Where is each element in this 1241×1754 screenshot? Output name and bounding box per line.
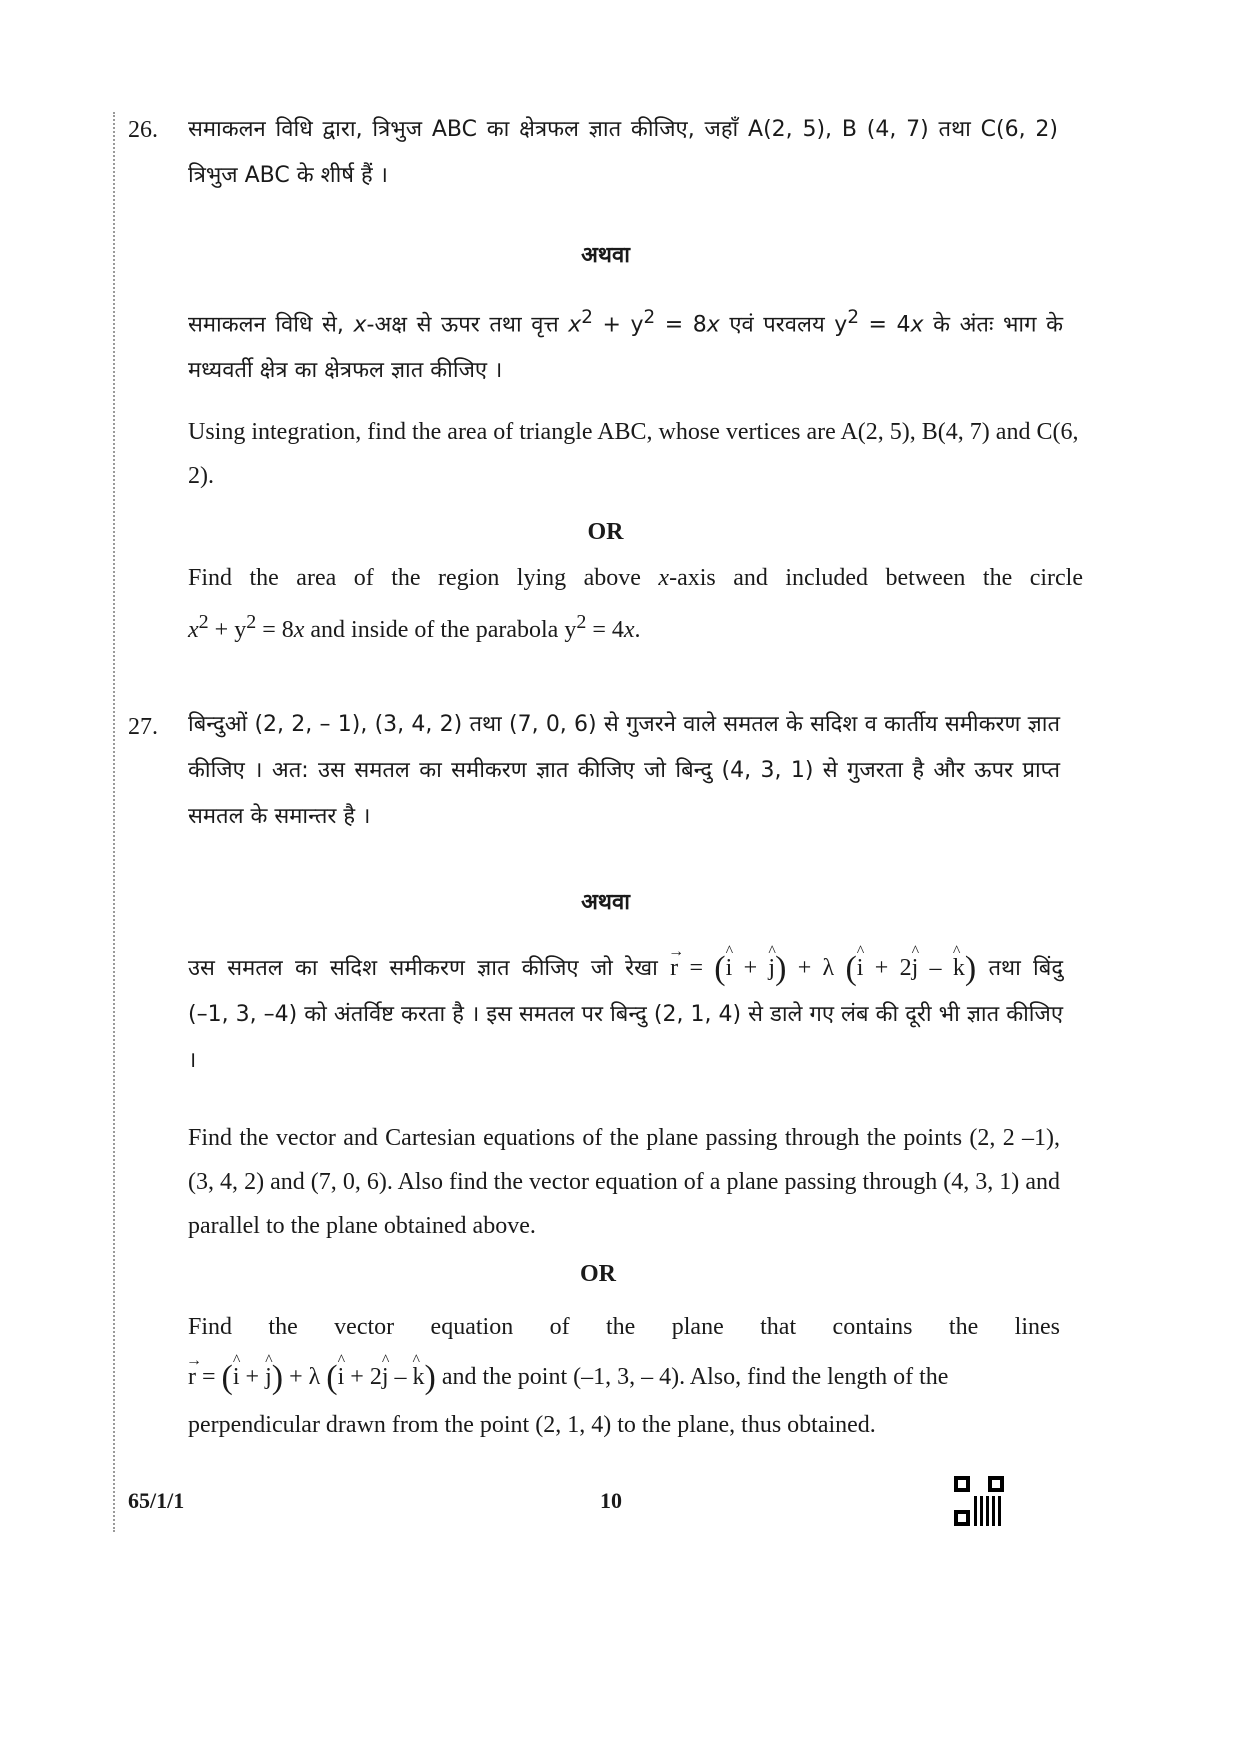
text: + y (208, 617, 247, 643)
text: = 4 (586, 617, 624, 643)
text: + (863, 955, 900, 981)
text: ( (326, 1359, 338, 1396)
margin-binding-line (113, 112, 115, 1532)
text: + λ (283, 1364, 327, 1390)
q27-english-alternative (188, 1302, 1060, 1447)
q27-english-alt-line3: perpendicular drawn from the point (2, 1, 4) to the plane, thus obtained. (188, 1412, 876, 1438)
text: ( (714, 950, 726, 987)
var-x: x (910, 312, 924, 338)
text: एवं परवलय y (719, 312, 848, 338)
text: ( (221, 1359, 233, 1396)
text: + y (592, 312, 644, 338)
unit-j: ^ j (382, 1352, 389, 1402)
page-number: 10 (600, 1488, 622, 1513)
line-equation (670, 950, 977, 987)
text: + λ (786, 955, 846, 981)
q26-english-alt-line1 (188, 556, 1083, 600)
unit-i: ^ i (857, 945, 864, 991)
q27-hindi-alt-rest: (–1, 3, –4) को अंतर्विष्ट करता है । इस समतल पर बिन्दु (2, 1, 4) से डाले गए लंब की दूरी भी ज्ञात कीजिए । (188, 1002, 1063, 1073)
var-x: x (568, 312, 582, 338)
q26-english-alt-line2: $x^2 + y^2 = 8x$ and inside of the parabola $y^2 = 4x$. (188, 611, 641, 643)
unit-j: ^ j (912, 945, 919, 991)
text: ) (964, 950, 977, 987)
text: – (918, 955, 953, 981)
q27-english-alt-line2 (188, 1352, 1060, 1403)
var-x: x (623, 617, 635, 643)
var-x: x (188, 617, 199, 643)
text: -अक्ष से ऊपर तथा वृत्त (366, 312, 569, 338)
text: 2 (899, 955, 912, 981)
q26-english-text: Using integration, find the area of triangle ABC, whose vertices are A(2, 5), B(4, 7) and C(6, 2). (188, 419, 1079, 489)
var-x: x (293, 617, 305, 643)
text: = (678, 955, 715, 981)
text: + (732, 955, 769, 981)
q26-english-alternative (188, 556, 1083, 652)
line-equation (188, 1359, 436, 1396)
var-x: x (706, 312, 720, 338)
unit-j: ^ j (265, 1352, 272, 1402)
q26-hindi-line1: समाकलन विधि द्वारा, त्रिभुज ABC का क्षेत्रफल ज्ञात कीजिए, जहाँ A(2, 5), B (4, 7) तथा C(6, 2) (188, 117, 1058, 142)
q27-hindi-alt-line1 (188, 945, 1063, 992)
unit-k: ^ k (412, 1352, 424, 1402)
text: ) (271, 1359, 284, 1396)
text: = 8 (256, 617, 294, 643)
vector-r: → r (670, 945, 678, 991)
text: ( (845, 950, 857, 987)
question-number-26: 26. (128, 117, 158, 143)
text: Find the area of the region lying above (188, 565, 659, 591)
question-number-27: 27. (128, 714, 158, 740)
vector-r: → r (188, 1352, 196, 1402)
or-label-hindi-26: अथवा (581, 243, 630, 268)
var-x: x (353, 312, 367, 338)
text: उस समतल का सदिश समीकरण ज्ञात कीजिए जो रेखा (188, 956, 671, 981)
unit-i: ^ i (233, 1352, 240, 1402)
text: = 8 (655, 312, 707, 338)
or-label-english-26: OR (587, 519, 624, 545)
text: समाकलन विधि से, (188, 312, 354, 338)
text: – (388, 1364, 413, 1390)
var-x: x (658, 565, 670, 591)
q26-hindi-line2: त्रिभुज ABC के शीर्ष हैं । (188, 163, 389, 188)
q26-hindi-text (188, 107, 1058, 199)
q26-hindi-alt-line2: मध्यवर्ती क्षेत्र का क्षेत्रफल ज्ञात कीजिए । (188, 358, 503, 384)
q27-hindi-text: बिन्दुओं (2, 2, – 1), (3, 4, 2) तथा (7, 0, 6) से गुजरने वाले समतल के सदिश व कार्तीय समीकरण ज्ञात कीजिए । अत: उस समतल का समीकरण ज्ञात कीजिए जो बिन्दु (4, 3, 1) से गुजरता है और ऊपर प्राप्त समतल के समान्तर है । (188, 712, 1060, 829)
text: + (344, 1364, 370, 1390)
text: 2 (369, 1364, 382, 1390)
q26-hindi-alt-line1: समाकलन विधि से, x-अक्ष से ऊपर तथा वृत्त $x^2 + y^2 = 8x$ एवं परवलय $y^2 = 4x$ के अंतः भाग के (188, 307, 1063, 338)
text: = (196, 1364, 222, 1390)
text: and inside of the parabola y (304, 617, 577, 643)
unit-j: ^ j (768, 945, 775, 991)
or-label-english-27: OR (580, 1261, 616, 1287)
q27-hindi-alternative (188, 945, 1063, 1084)
text: -axis and included between the circle (669, 565, 1083, 591)
text: के अंतः भाग के (923, 312, 1063, 338)
q26-hindi-alternative (188, 295, 1063, 394)
unit-k: ^ k (953, 945, 965, 991)
text: and the point (–1, 3, – 4). Also, find the length of the (435, 1364, 949, 1390)
text: . (634, 617, 641, 643)
text: ) (424, 1359, 436, 1396)
text: = 4 (858, 312, 911, 338)
q27-english-text: Find the vector and Cartesian equations of the plane passing through the points (2, 2 –1), (3, 4, 2) and (7, 0, 6). Also find the vector equation of a plane passing through (4, 3, 1) and parallel to the plane obtained above. (188, 1125, 1060, 1239)
text: + (239, 1364, 266, 1390)
unit-i: ^ i (338, 1352, 345, 1402)
or-label-hindi-27: अथवा (581, 890, 630, 915)
text: तथा बिंदु (976, 956, 1063, 981)
unit-i: ^ i (726, 945, 733, 991)
qr-code-icon (954, 1476, 1004, 1526)
q27-english-alt-line1: Find the vector equation of the plane that contains the lines (188, 1314, 1060, 1340)
text: ) (775, 950, 787, 987)
paper-code: 65/1/1 (128, 1488, 185, 1513)
